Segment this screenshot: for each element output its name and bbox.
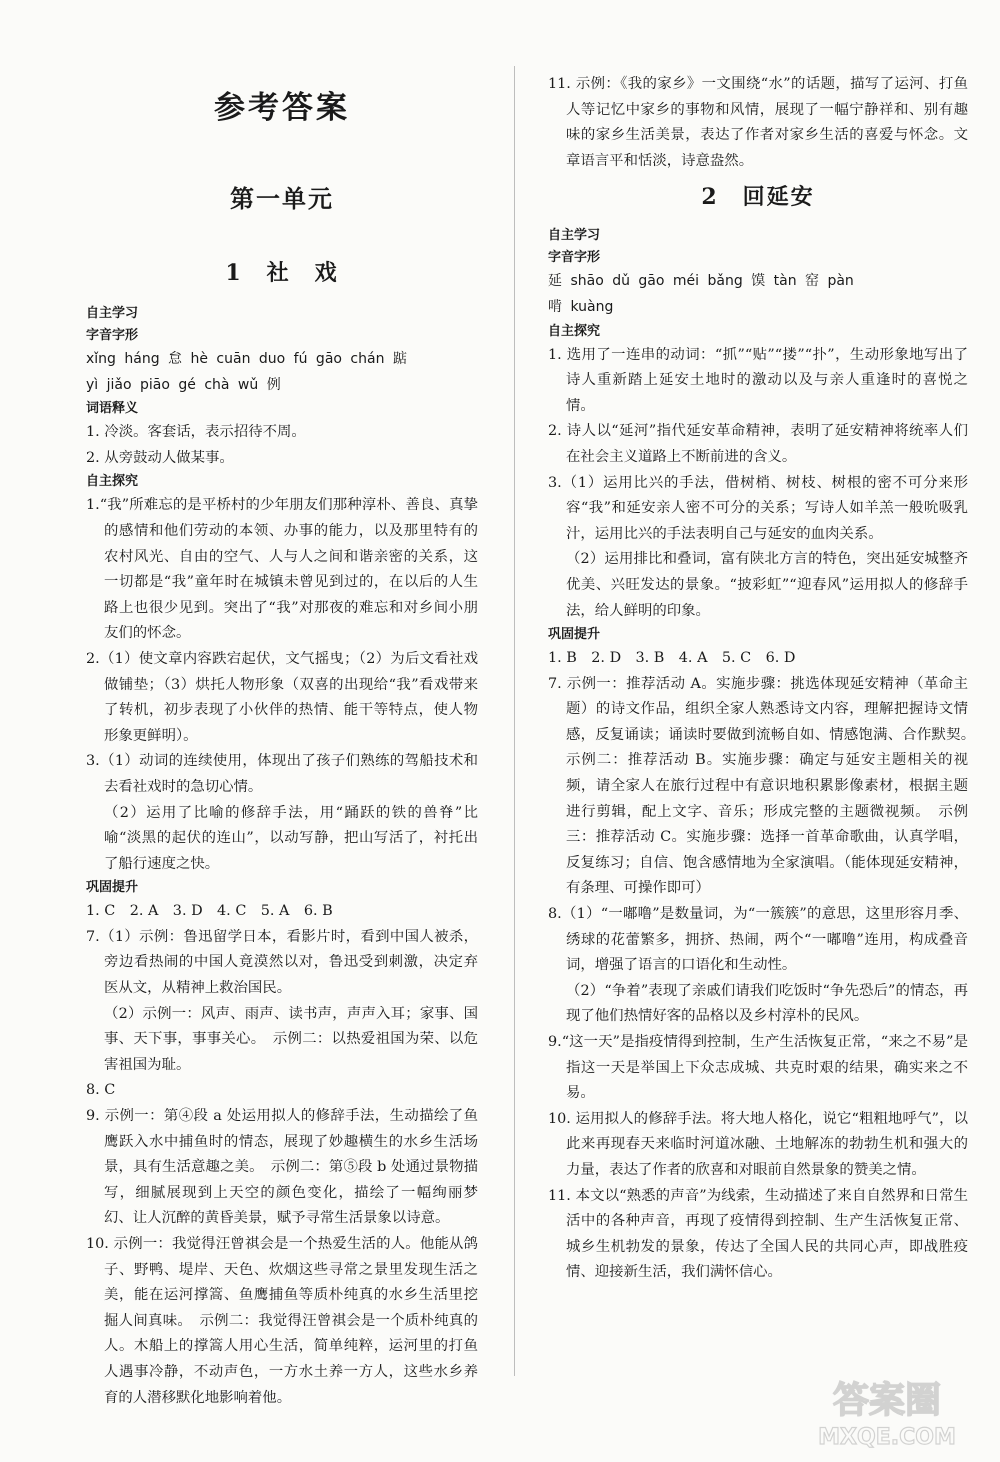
lesson2-explore-item: 1. 选用了一连串的动词：“抓”“贴”“搂”“扑”，生动形象地写出了诗人重新踏上延安土地时的激动以及与亲人重逢时的喜悦之情。 xyxy=(548,346,968,414)
lesson1-multiple-choice-answers: 1. C 2. A 3. D 4. C 5. A 6. B xyxy=(86,903,333,920)
lesson2-answer-8: 8.（1）“一嘟噜”是数量词，为“一簇簇”的意思，这里形容月季、绣球的花蕾繁多，拥挤、热闹，两个“一嘟噜”连用，构成叠音词，增强了语言的口语化和生动性。 xyxy=(548,906,968,974)
lesson2-answer-7: 7. 示例一：推荐活动 A。实施步骤：挑选体现延安精神（革命主题）的诗文作品，组织全家人熟悉诗文内容，理解把握诗文情感，反复诵读；诵读时要做到流畅自如、情感饱满、合作默契。 示例二：推荐活动 B。实施步骤：确定与延安主题相关的视频，请全家人在旅行过程中有意识地积累影像素材，根据主题进行剪辑，配上文字、音乐；形成完整的主题微视频。 示例三：推荐活动 C。实施步骤：选择一首革命歌曲，认真学唱，反复练习；自信、饱含感情地为全家演唱。（能体现延安精神，有条理、可操作即可） xyxy=(548,675,983,897)
lesson2-consolidate-heading: 巩固提升 xyxy=(548,627,601,643)
lesson2-explore-heading: 自主探究 xyxy=(548,323,601,339)
unit-title: 第一单元 xyxy=(230,185,334,213)
lesson1-consolidate-heading: 巩固提升 xyxy=(86,880,139,896)
lesson2-pinyin-line: 啃 kuàng xyxy=(548,298,614,315)
lesson2-multiple-choice-answers: 1. B 2. D 3. B 4. A 5. C 6. D xyxy=(548,650,796,667)
lesson1-pronunciation-heading: 字音字形 xyxy=(86,328,139,343)
lesson2-explore-item: 2. 诗人以“延河”指代延安革命精神，表明了延安精神将统率人们在社会主义道路上不断前进的含义。 xyxy=(548,423,968,465)
lesson2-title: 2 回延安 xyxy=(701,184,815,211)
lesson2-answer-10: 10. 运用拟人的修辞手法。将大地人格化，说它“粗粗地呼气”，以此来再现春天来临时河道冰融、土地解冻的勃勃生机和强大的力量，表达了作者的欣喜和对眼前自然景象的赞美之情。 xyxy=(548,1110,968,1178)
lesson1-explore-item: 1.“我”所难忘的是平桥村的少年朋友们那种淳朴、善良、真挚的感情和他们劳动的本领、办事的能力，以及那里特有的农村风光、自由的空气、人与人之间和谐亲密的关系，这一切都是“我”童年时在城镇未曾见到过的，在以后的人生路上也很少见到。突出了“我”对那夜的难忘和对乡间小朋友们的怀念。 xyxy=(86,497,478,642)
lesson1-explore-heading: 自主探究 xyxy=(86,474,139,490)
right-column xyxy=(548,72,983,1286)
lesson2-explore-item: 3.（1）运用比兴的手法，借树梢、树枝、树根的密不可分来形容“我”和延安亲人密不可分的关系；写诗人如羊羔一般吮吸乳汁，运用比兴的手法表明自己与延安的血肉关系。 xyxy=(548,474,968,542)
lesson1-self-study-heading: 自主学习 xyxy=(86,306,139,321)
lesson1-answer-9: 9. 示例一：第④段 a 处运用拟人的修辞手法，生动描绘了鱼鹰跃入水中捕鱼时的情态，展现了妙趣横生的水乡生活场景，具有生活意趣之美。 示例二：第⑤段 b 处通过景物描写，细腻展现到上天空的颜色变化，描绘了一幅绚丽梦幻、让人沉醉的黄昏美景，赋予寻常生活景象以诗意。 xyxy=(86,1108,478,1227)
lesson2-explore-subitem: （2）运用排比和叠词，富有陕北方言的特色，突出延安城整齐优美、兴旺发达的景象。“披彩虹”“迎春风”运用拟人的修辞手法，给人鲜明的印象。 xyxy=(566,551,968,619)
lesson2-self-study-heading: 自主学习 xyxy=(548,228,601,244)
lesson2-pinyin-line: 延 shāo dǔ gāo méi bǎng 馍 tàn 窑 pàn xyxy=(548,273,854,290)
left-column xyxy=(86,66,478,1411)
lesson1-answer-10: 10. 示例一：我觉得汪曾祺会是一个热爱生活的人。他能从鸽子、野鸭、堤岸、天色、炊烟这些寻常之景里发现生活之美，能在运河撑篙、鱼鹰捕鱼等质朴纯真的水乡生活里挖掘人间真味。 示例二：我觉得汪曾祺会是一个质朴纯真的人。木船上的撑篙人用心生活，简单纯粹，运河里的打鱼人遇事冷静，不动声色，一方水土养一方人，这些水乡养育的人潜移默化地影响着他。 xyxy=(86,1236,478,1406)
lesson1-vocabulary-heading: 词语释义 xyxy=(86,401,139,417)
lesson2-pronunciation-heading: 字音字形 xyxy=(548,250,601,266)
lesson1-vocabulary-item: 1. 冷淡。客套话，表示招待不周。 xyxy=(86,424,306,441)
lesson1-answer-7-part2: （2）示例一：风声、雨声、读书声，声声入耳；家事、国事、天下事，事事关心。 示例二：以热爱祖国为荣、以危害祖国为耻。 xyxy=(104,1005,478,1073)
lesson1-explore-item: 2.（1）使文章内容跌宕起伏，文气摇曳；（2）为后文看社戏做铺垫；（3）烘托人物形象（双喜的出现给“我”看戏带来了转机，初步表现了小伙伴的热情、能干等特点，使人物形象更鲜明）。 xyxy=(86,650,478,744)
lesson1-vocabulary-item: 2. 从旁鼓动人做某事。 xyxy=(86,449,234,466)
lesson1-answer-8: 8. C xyxy=(86,1082,116,1099)
lesson2-answer-11: 11. 本文以“熟悉的声音”为线索，生动描述了来自自然界和日常生活中的各种声音，再现了疫情得到控制、生产生活恢复正常、城乡生机勃发的景象，传达了全国人民的共同心声，即战胜疫情、迎接新生活，我们满怀信心。 xyxy=(548,1187,968,1281)
lesson2-answer-9: 9.“这一天”是指疫情得到控制，生产生活恢复正常，“来之不易”是指这一天是举国上下众志成城、共克时艰的结果，确实来之不易。 xyxy=(548,1034,968,1102)
lesson1-answer-11: 11. 示例：《我的家乡》一文围绕“水”的话题，描写了运河、打鱼人等记忆中家乡的事物和风情，展现了一幅宁静祥和、别有趣味的家乡生活美景，表达了作者对家乡生活的喜爱与怀念。文章语言平和恬淡，诗意盎然。 xyxy=(548,76,968,169)
column-divider xyxy=(514,66,515,1376)
page-title: 参考答案 xyxy=(214,90,350,126)
lesson1-answer-7: 7.（1）示例：鲁迅留学日本，看影片时，看到中国人被杀，旁边看热闹的中国人竟漠然以对，鲁迅受到刺激，决定弃医从文，从精神上救治国民。 xyxy=(86,928,478,997)
lesson1-explore-item: 3.（1）动词的连续使用，体现出了孩子们熟练的驾船技术和去看社戏时的急切心情。 xyxy=(86,753,478,795)
lesson1-pinyin-line: xǐng háng 怠 hè cuān duo fú gāo chán 踮 xyxy=(86,351,407,367)
lesson2-answer-8-part2: （2）“争着”表现了亲戚们请我们吃饭时“争先恐后”的情态，再现了他们热情好客的品格以及乡村淳朴的民风。 xyxy=(566,982,968,1025)
lesson1-pinyin-line: yì jiǎo piāo gé chà wǔ 例 xyxy=(86,376,281,393)
lesson1-explore-subitem: （2）运用了比喻的修辞手法，用“踊跃的铁的兽脊”比喻“淡黑的起伏的连山”，以动写静，把山写活了，衬托出了船行速度之快。 xyxy=(104,804,478,872)
watermark-line2: MXQE.COM xyxy=(818,1425,956,1450)
watermark-logo xyxy=(792,1366,982,1452)
lesson1-title: 1 社 戏 xyxy=(225,260,339,286)
watermark-line1: 答案圈 xyxy=(832,1380,942,1421)
